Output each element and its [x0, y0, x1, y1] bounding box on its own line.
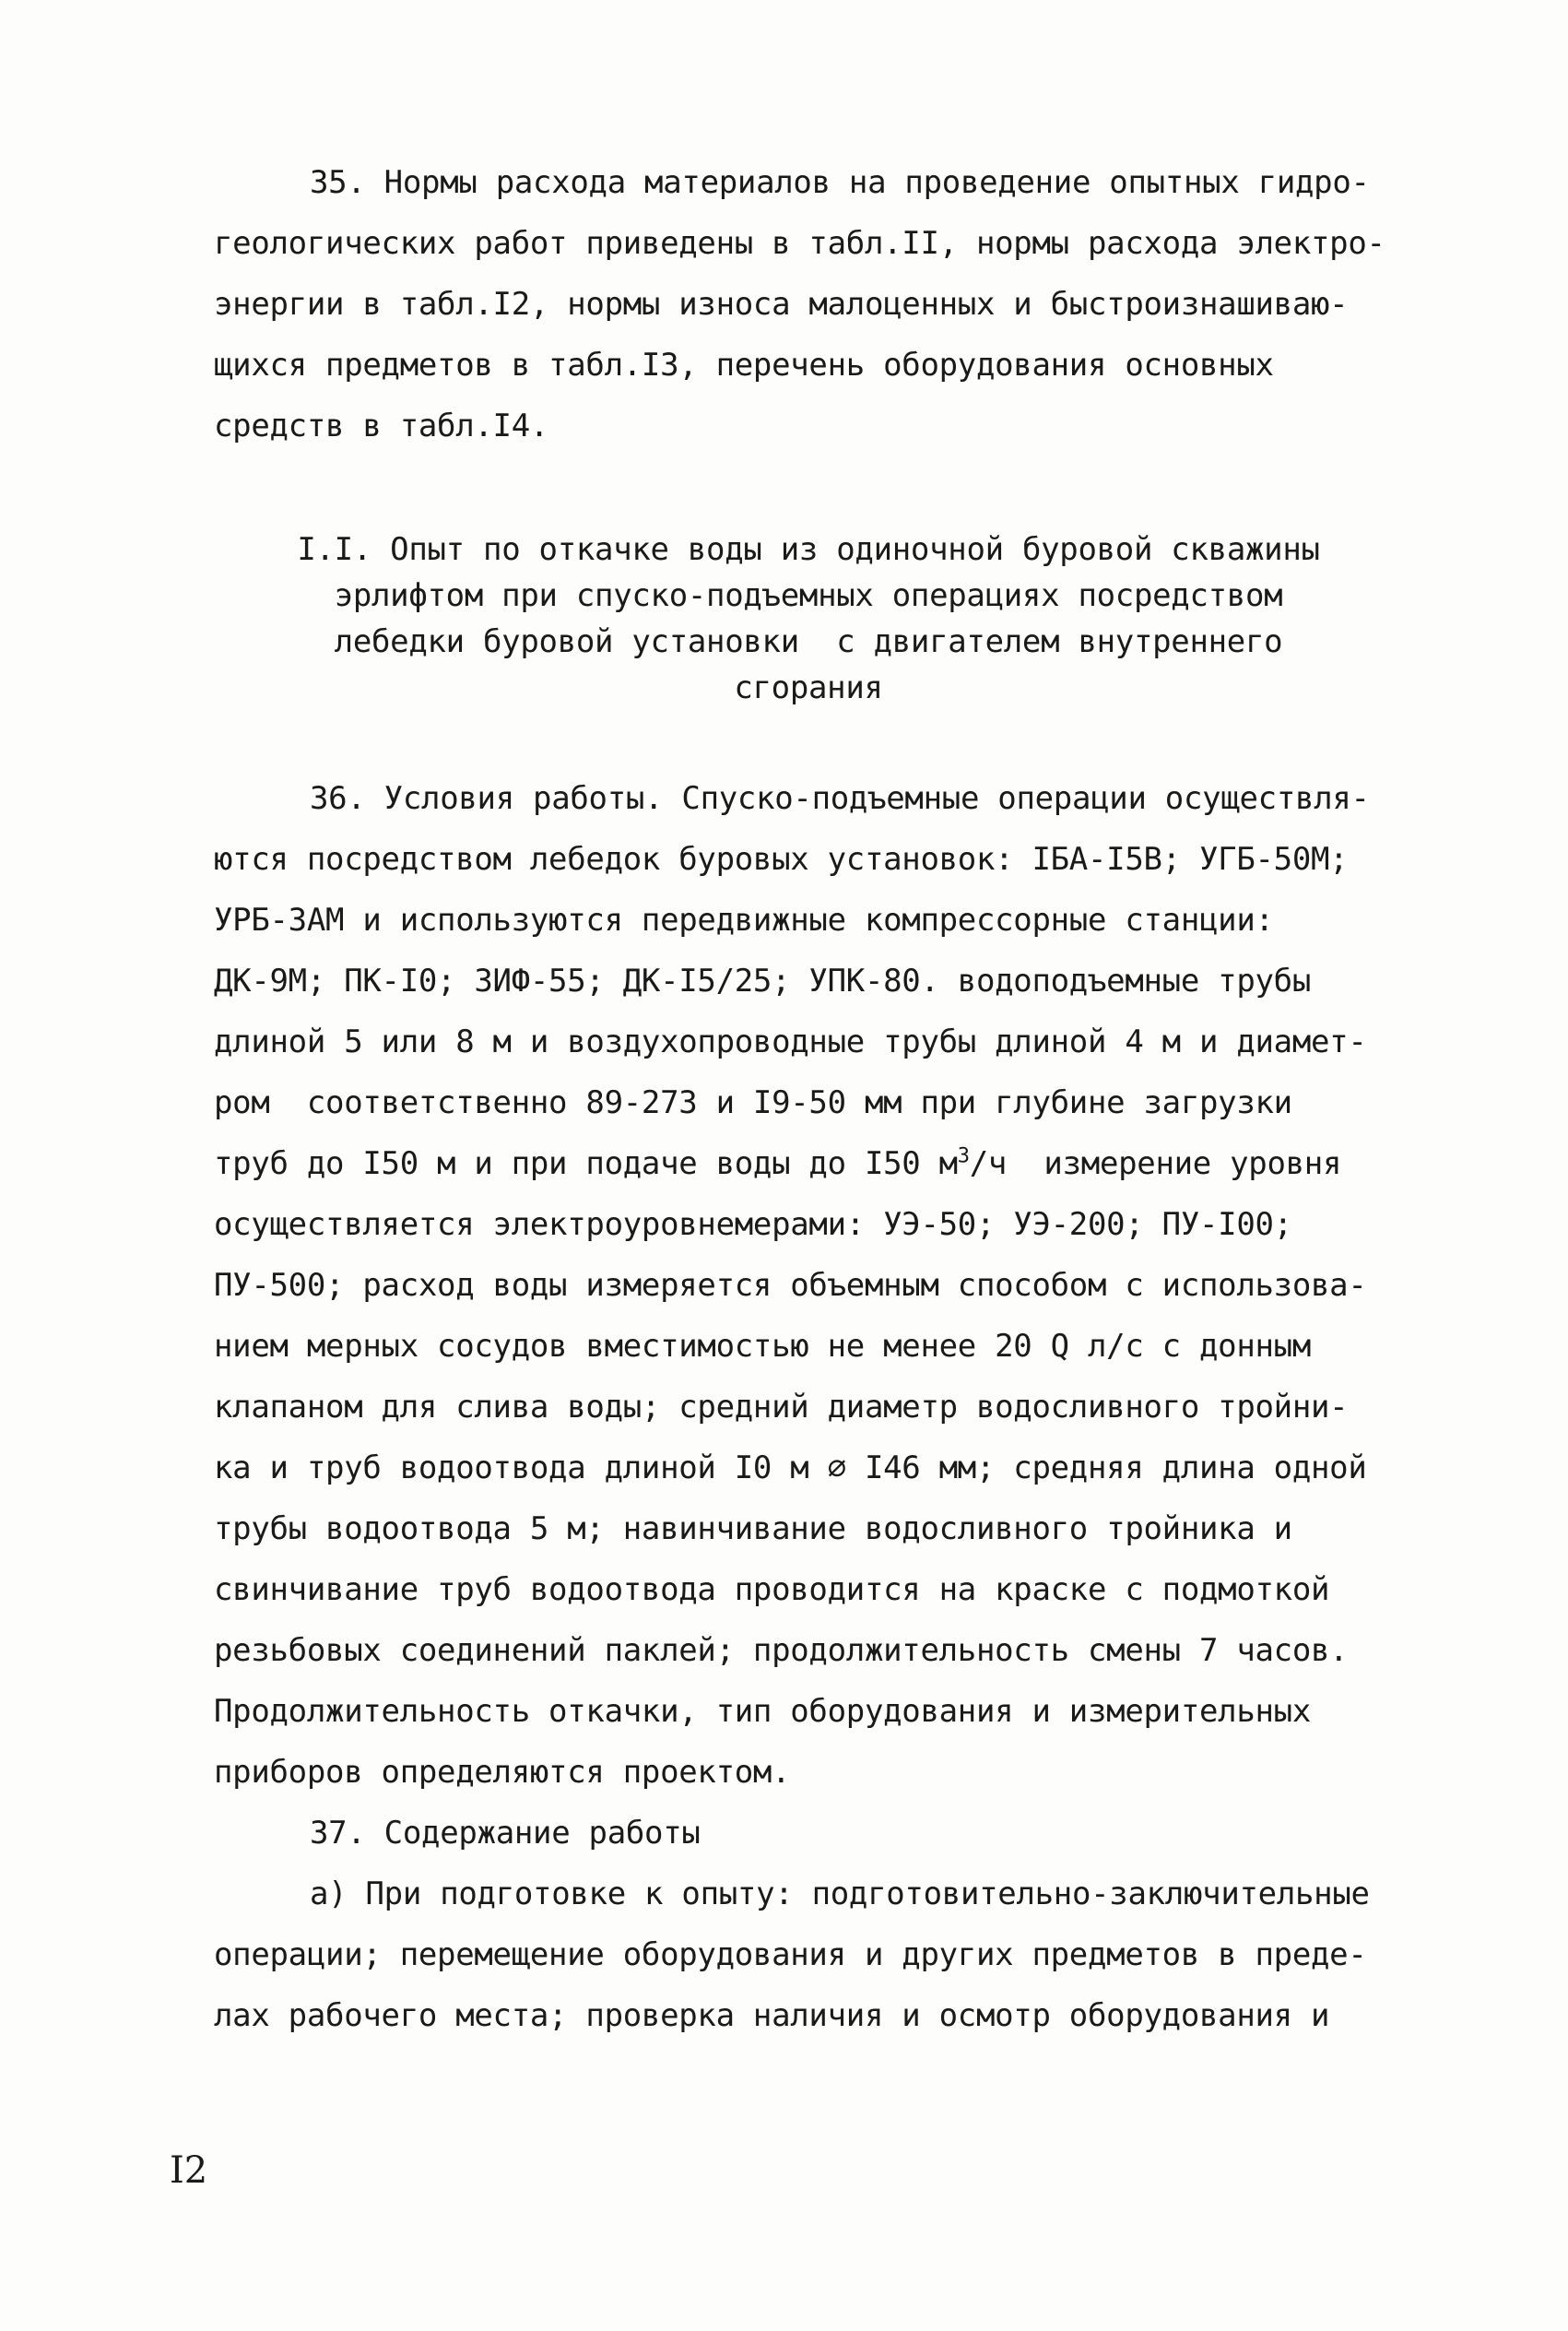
section-heading-line-1: I.I. Опыт по откачке воды из одиночной буровой скважины — [297, 531, 1320, 568]
paragraph-36-line-16: Продолжительность откачки, тип оборудования и измерительных — [214, 1693, 1312, 1730]
paragraph-35-line-2: геологических работ приведены в табл.II, нормы расхода электро- — [214, 225, 1385, 262]
paragraph-36-line-3: УРБ-3АМ и используются передвижные компрессорные станции: — [214, 902, 1274, 939]
section-heading-line-2: эрлифтом при спуско-подъемных операциях посредством — [334, 577, 1283, 614]
paragraph-36-line-7-text: труб до I50 м и при подаче воды до I50 м — [214, 1145, 958, 1182]
paragraph-37a-line-2: операции; перемещение оборудования и других предметов в преде- — [214, 1936, 1367, 1973]
paragraph-36-line-14: свинчивание труб водоотвода проводится на краске с подмоткой — [214, 1571, 1330, 1608]
paragraph-36-line-4: ДК-9М; ПК-I0; ЗИФ-55; ДК-I5/25; УПК-80. водоподъемные трубы — [214, 963, 1312, 1000]
paragraph-37-title: 37. Содержание работы — [310, 1815, 701, 1852]
paragraph-36-line-5: длиной 5 или 8 м и воздухопроводные трубы длиной 4 м и диамет- — [214, 1024, 1367, 1060]
paragraph-36-line-1: 36. Условия работы. Спуско-подъемные операции осуществля- — [310, 780, 1370, 817]
paragraph-35-line-3: энергии в табл.I2, нормы износа малоценных и быстроизнашиваю- — [214, 286, 1349, 323]
paragraph-35-line-1: 35. Нормы расхода материалов на проведение опытных гидро- — [310, 164, 1370, 201]
paragraph-36-line-11: клапаном для слива воды; средний диаметр водосливного тройни- — [214, 1389, 1349, 1426]
paragraph-36-line-8: осуществляется электроуровнемерами: УЭ-50; УЭ-200; ПУ-I00; — [214, 1206, 1292, 1243]
paragraph-36-line-13: трубы водоотвода 5 м; навинчивание водосливного тройника и — [214, 1510, 1292, 1547]
paragraph-36-line-7-rest: /ч измерение уровня — [969, 1145, 1342, 1182]
paragraph-37a-line-3: лах рабочего места; проверка наличия и осмотр оборудования и — [214, 1997, 1330, 2034]
paragraph-36-line-9: ПУ-500; расход воды измеряется объемным способом с использова- — [214, 1267, 1367, 1304]
paragraph-35-line-4: щихся предметов в табл.I3, перечень оборудования основных — [214, 347, 1274, 384]
paragraph-36-line-10: нием мерных сосудов вместимостью не менее 20 Q л/с с донным — [214, 1328, 1312, 1365]
paragraph-36-line-12: ка и труб водоотвода длиной I0 м ∅ I46 мм; средняя длина одной — [214, 1449, 1367, 1486]
section-heading-line-4: сгорания — [734, 669, 883, 706]
page-number: I2 — [170, 2149, 208, 2192]
paragraph-35-line-5: средств в табл.I4. — [214, 408, 549, 444]
paragraph-36-line-2: ются посредством лебедок буровых установок: IБА-I5В; УГБ-50М; — [214, 841, 1349, 878]
cubic-superscript: 3 — [957, 1144, 970, 1168]
paragraph-36-line-6: ром соответственно 89-273 и I9-50 мм при глубине загрузки — [214, 1084, 1292, 1121]
section-heading-line-3: лебедки буровой установки с двигателем внутреннего — [334, 623, 1283, 660]
paragraph-36-line-7 — [214, 1145, 1341, 1182]
paragraph-36-line-17: приборов определяются проектом. — [214, 1754, 791, 1791]
paragraph-37a-line-1: а) При подготовке к опыту: подготовительно-заключительные — [310, 1875, 1370, 1912]
paragraph-36-line-15: резьбовых соединений паклей; продолжительность смены 7 часов. — [214, 1632, 1349, 1669]
